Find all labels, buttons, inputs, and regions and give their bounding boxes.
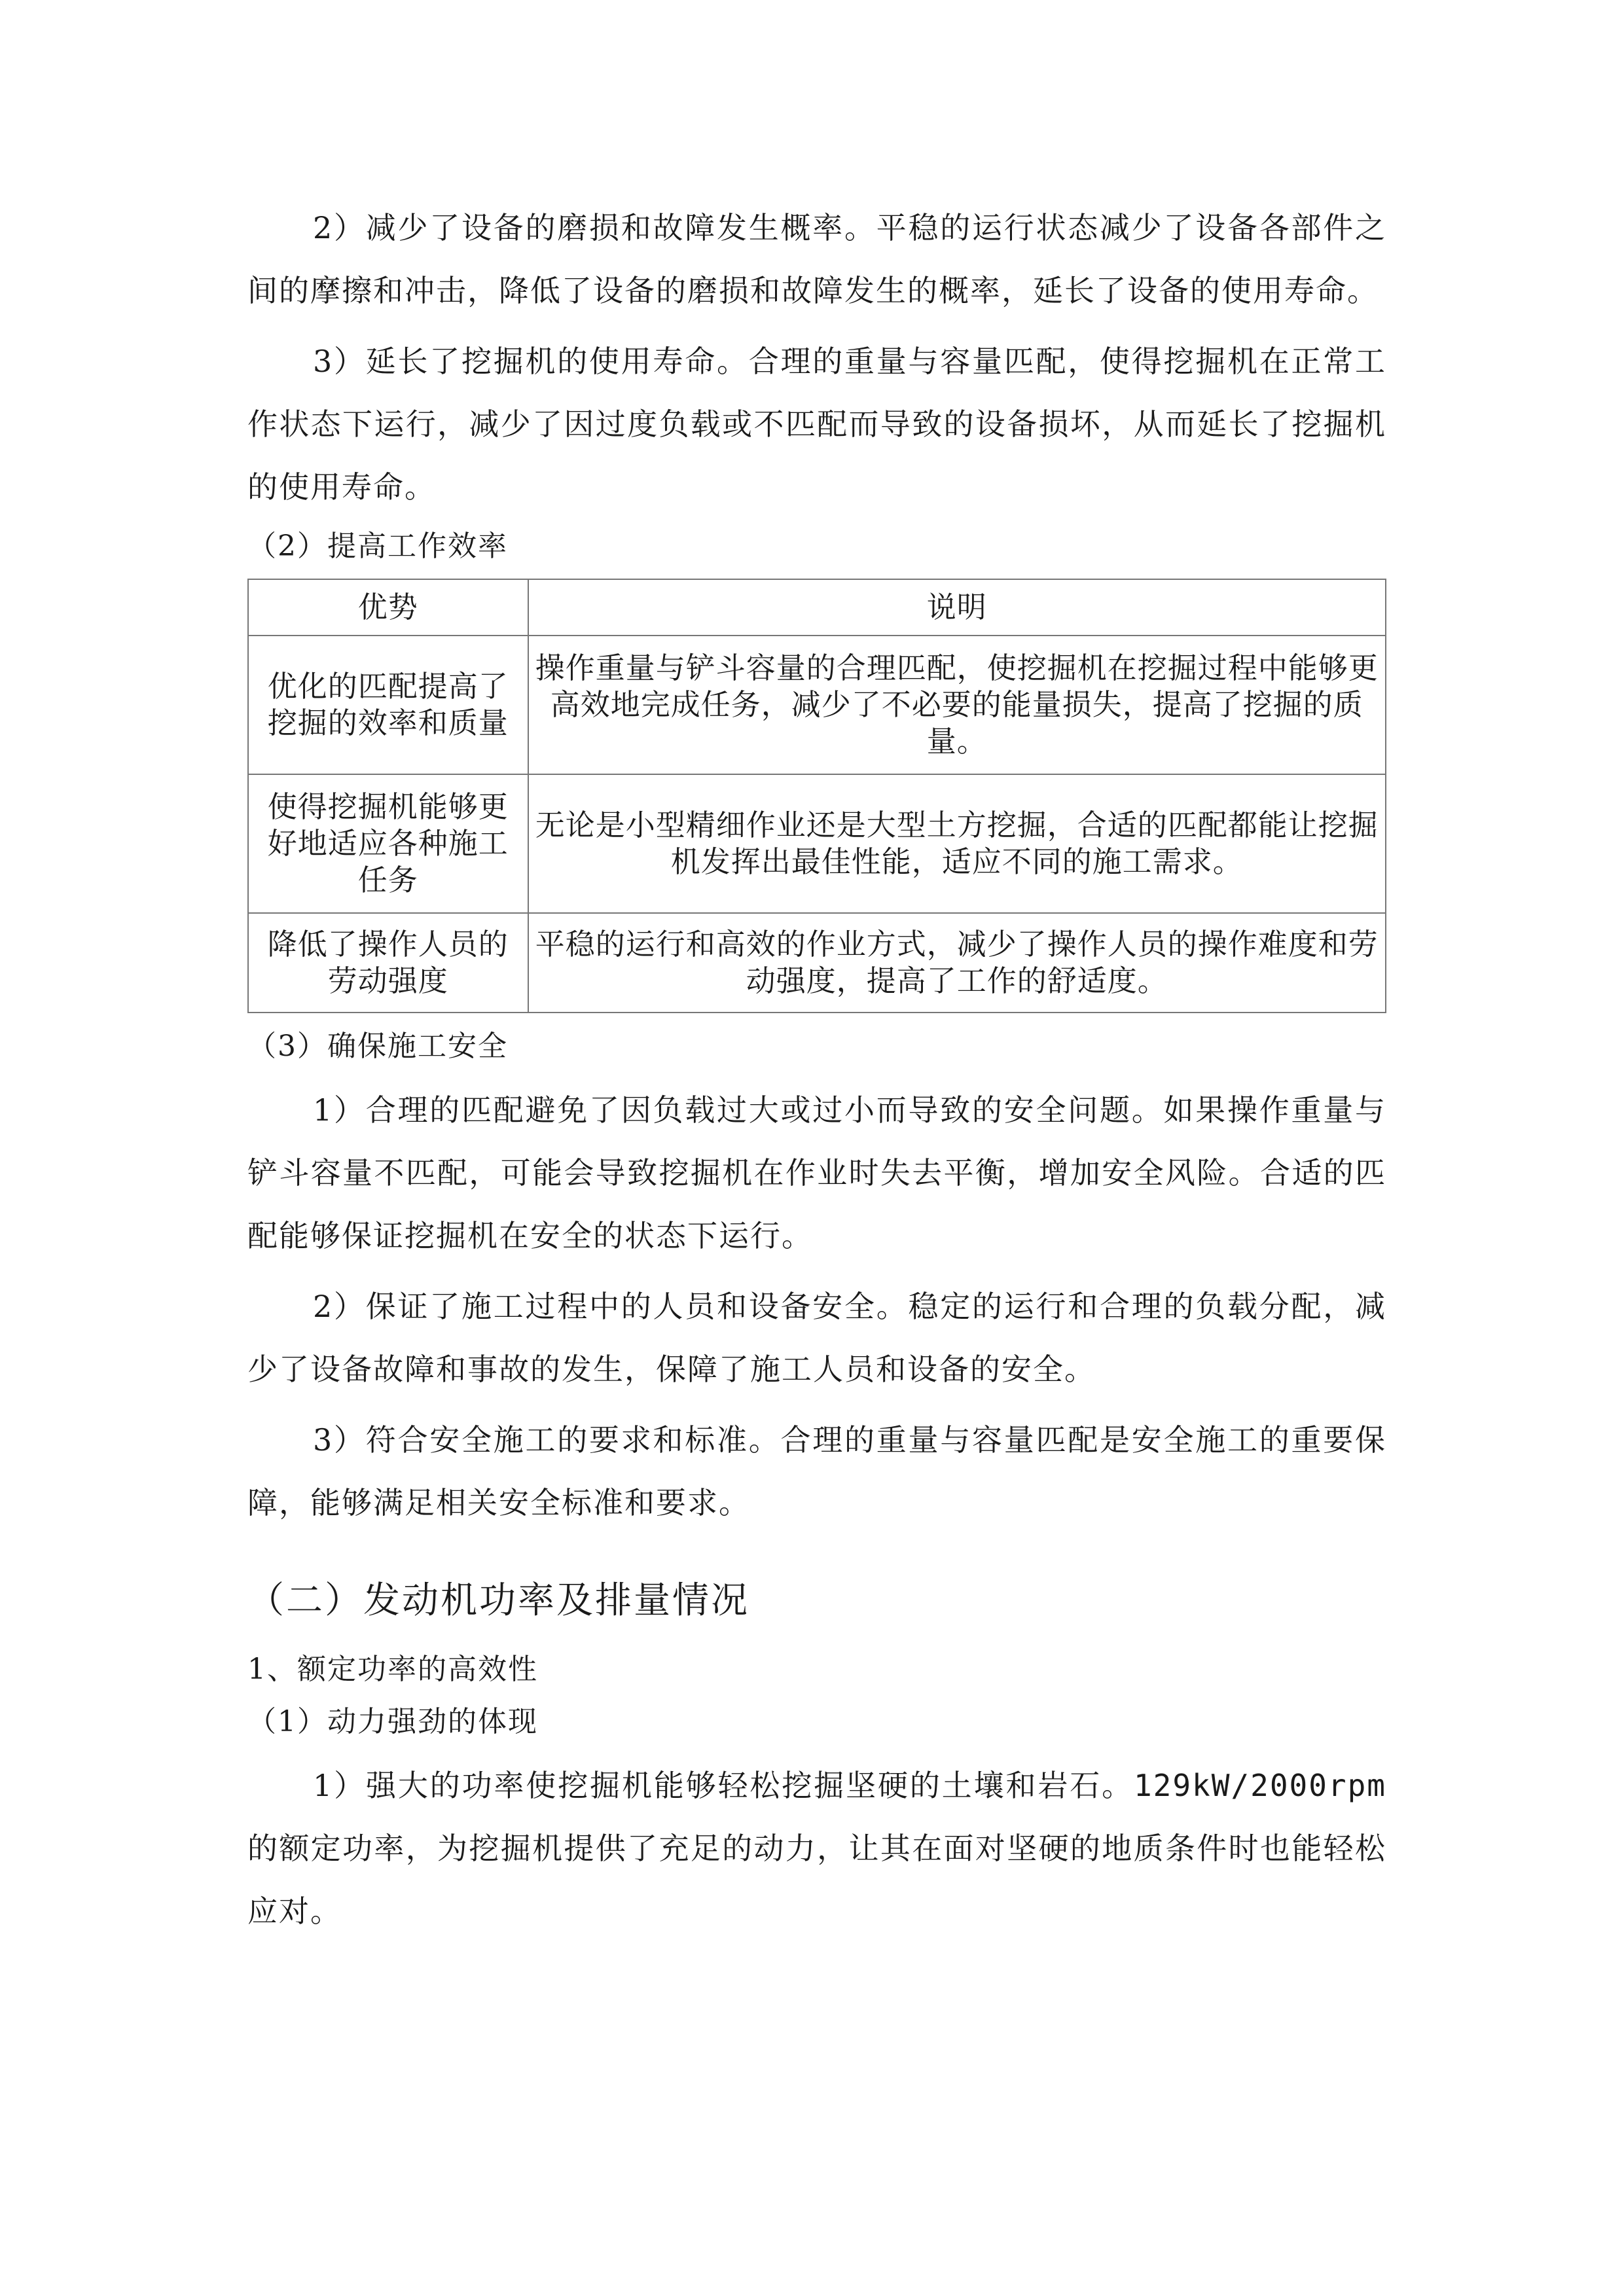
document-page bbox=[247, 196, 1386, 1950]
table-cell-description: 操作重量与铲斗容量的合理匹配，使挖掘机在挖掘过程中能够更高效地完成任务，减少了不必要的能量损失，提高了挖掘的质量。 bbox=[528, 636, 1386, 774]
table-cell-description: 无论是小型精细作业还是大型土方挖掘，合适的匹配都能让挖掘机发挥出最佳性能，适应不同的施工需求。 bbox=[528, 774, 1386, 913]
paragraph-power-suffix: 的额定功率，为挖掘机提供了充足的动力，让其在面对坚硬的地质条件时也能轻松应对。 bbox=[247, 1831, 1386, 1929]
paragraph-wear-reduction: 2）减少了设备的磨损和故障发生概率。平稳的运行状态减少了设备各部件之间的摩擦和冲击，降低了设备的磨损和故障发生的概率，延长了设备的使用寿命。 bbox=[247, 210, 1386, 308]
table-row bbox=[248, 913, 1386, 1013]
table-row bbox=[248, 774, 1386, 913]
table-cell-advantage: 优化的匹配提高了挖掘的效率和质量 bbox=[248, 636, 528, 774]
table-cell-advantage: 使得挖掘机能够更好地适应各种施工任务 bbox=[248, 774, 528, 913]
paragraph-safety-3: 3）符合安全施工的要求和标准。合理的重量与容量匹配是安全施工的重要保障，能够满足相关安全标准和要求。 bbox=[247, 1422, 1386, 1520]
heading-efficiency: （2）提高工作效率 bbox=[247, 529, 508, 563]
subheading-rated-power: 1、额定功率的高效性 bbox=[247, 1653, 538, 1686]
table-row bbox=[248, 636, 1386, 774]
table-header-description: 说明 bbox=[528, 579, 1386, 636]
rated-power-spec: 129kW/2000rpm bbox=[1133, 1768, 1386, 1803]
advantages-table bbox=[247, 579, 1386, 1013]
paragraph-power bbox=[247, 1754, 1386, 1943]
paragraph-power-prefix: 1）强大的功率使挖掘机能够轻松挖掘坚硬的土壤和岩石。 bbox=[313, 1768, 1134, 1803]
section-title-engine: （二）发动机功率及排量情况 bbox=[247, 1579, 749, 1622]
table-cell-advantage: 降低了操作人员的劳动强度 bbox=[248, 913, 528, 1013]
heading-safety: （3）确保施工安全 bbox=[247, 1030, 508, 1063]
paragraph-service-life: 3）延长了挖掘机的使用寿命。合理的重量与容量匹配，使得挖掘机在正常工作状态下运行，减少了因过度负载或不匹配而导致的设备损坏，从而延长了挖掘机的使用寿命。 bbox=[247, 344, 1386, 505]
table-header-row bbox=[248, 579, 1386, 636]
paragraph-safety-1: 1）合理的匹配避免了因负载过大或过小而导致的安全问题。如果操作重量与铲斗容量不匹配，可能会导致挖掘机在作业时失去平衡，增加安全风险。合适的匹配能够保证挖掘机在安全的状态下运行。 bbox=[247, 1092, 1386, 1253]
paragraph-safety-2: 2）保证了施工过程中的人员和设备安全。稳定的运行和合理的负载分配，减少了设备故障和事故的发生，保障了施工人员和设备的安全。 bbox=[247, 1289, 1386, 1387]
table-header-advantage: 优势 bbox=[248, 579, 528, 636]
table-cell-description: 平稳的运行和高效的作业方式，减少了操作人员的操作难度和劳动强度，提高了工作的舒适度。 bbox=[528, 913, 1386, 1013]
subheading-power-performance: （1）动力强劲的体现 bbox=[247, 1705, 538, 1738]
